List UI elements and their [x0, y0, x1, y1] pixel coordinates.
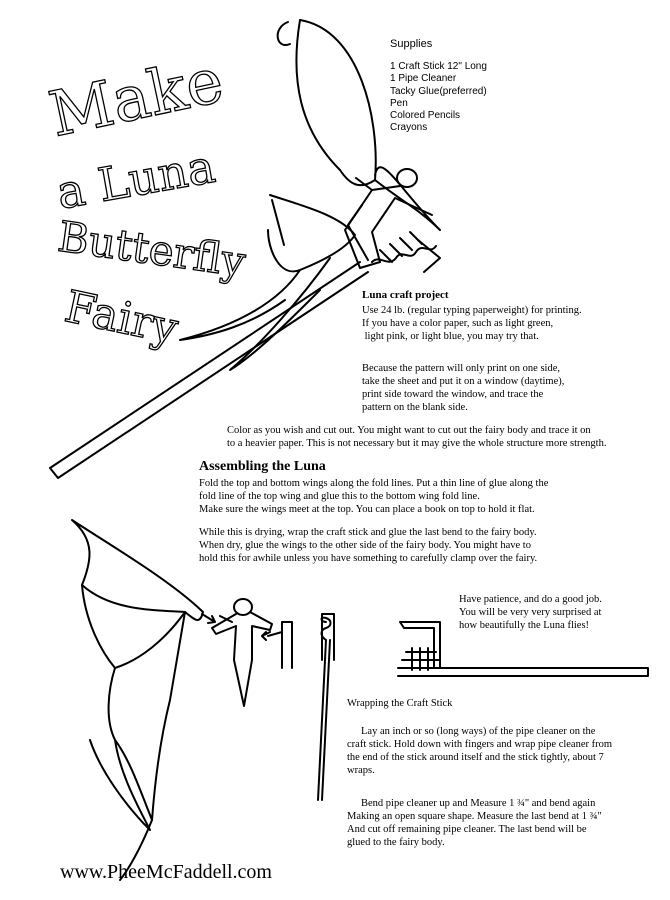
fairy-head — [397, 169, 417, 187]
bent-pipe-cleaner-sketch — [282, 614, 334, 800]
patience-note: Have patience, and do a good job. You will be very very surprised at how beautifully the Luna flies! — [459, 594, 602, 632]
supply-item: Tacky Glue(preferred) — [390, 85, 487, 97]
supply-item: Pen — [390, 97, 408, 109]
supplies-heading: Supplies — [390, 38, 433, 50]
pipe-cleaner-wrap-top — [372, 246, 436, 262]
color-and-cut-note: Color as you wish and cut out. You might want to cut out the fairy body and trace it on to a heavier paper. This is not necessary but it may give the whole structure more strength. — [227, 425, 607, 450]
supplies-list — [390, 61, 487, 135]
wrapping-instructions-1: Lay an inch or so (long ways) of the pipe cleaner on the craft stick. Hold down with fingers and wrap pipe cleaner from the end of the stick around itself and the stick tightly, about 7 wraps. — [347, 726, 613, 777]
wing-pattern-drawing — [72, 520, 203, 880]
luna-project-paper-note: Use 24 lb. (regular typing paperweight) for printing. If you have a color paper, such as light green, light pink, or light blue, you may try that. — [362, 305, 582, 343]
luna-project-tracing-note: Because the pattern will only print on one side, take the sheet and put it on a window (daytime), print side toward the window, and trace the pattern on the blank side. — [362, 363, 565, 414]
wrapping-instructions-2: Bend pipe cleaner up and Measure 1 ¾" and bend again Making an open square shape. Measure the last bend at 1 ¾" And cut off remaining pipe cleaner. The last bend will be glued to the fairy body. — [347, 798, 602, 849]
title-line-make: Make — [43, 43, 230, 152]
fairy-body-cutout — [212, 599, 282, 706]
assembling-drying-instructions: While this is drying, wrap the craft stick and glue the last bend to the fairy body. When dry, glue the wings to the other side of the fairy body. You might have to hold this for awhile unless you have something to carefully clamp over the fairy. — [199, 527, 538, 565]
wrapping-heading: Wrapping the Craft Stick — [347, 698, 453, 709]
website-link[interactable]: www.PheeMcFaddell.com — [60, 861, 272, 883]
assembling-fold-instructions: Fold the top and bottom wings along the fold lines. Put a thin line of glue along the fold line of the top wing and glue this to the bottom wing fold line. Make sure the wings meet at the top. You can place a book on top to hold it flat. — [199, 478, 549, 516]
assembling-heading: Assembling the Luna — [199, 459, 326, 474]
luna-project-heading: Luna craft project — [362, 289, 449, 301]
fairy-body — [345, 178, 432, 268]
title-line-fairy: Fairy — [60, 281, 183, 355]
supply-item: 1 Pipe Cleaner — [390, 73, 457, 85]
top-wing-pattern — [72, 520, 203, 620]
hand-lettered-title — [43, 43, 249, 355]
supply-item: Colored Pencils — [390, 110, 461, 122]
title-line-a-luna: a Luna — [52, 138, 219, 220]
title-line-butterfly: Butterfly — [55, 211, 249, 287]
supply-item: 1 Craft Stick 12" Long — [390, 61, 487, 72]
craft-stick-flat — [398, 668, 648, 676]
bottom-wing-pattern — [109, 612, 185, 820]
supply-item: Crayons — [390, 122, 428, 134]
